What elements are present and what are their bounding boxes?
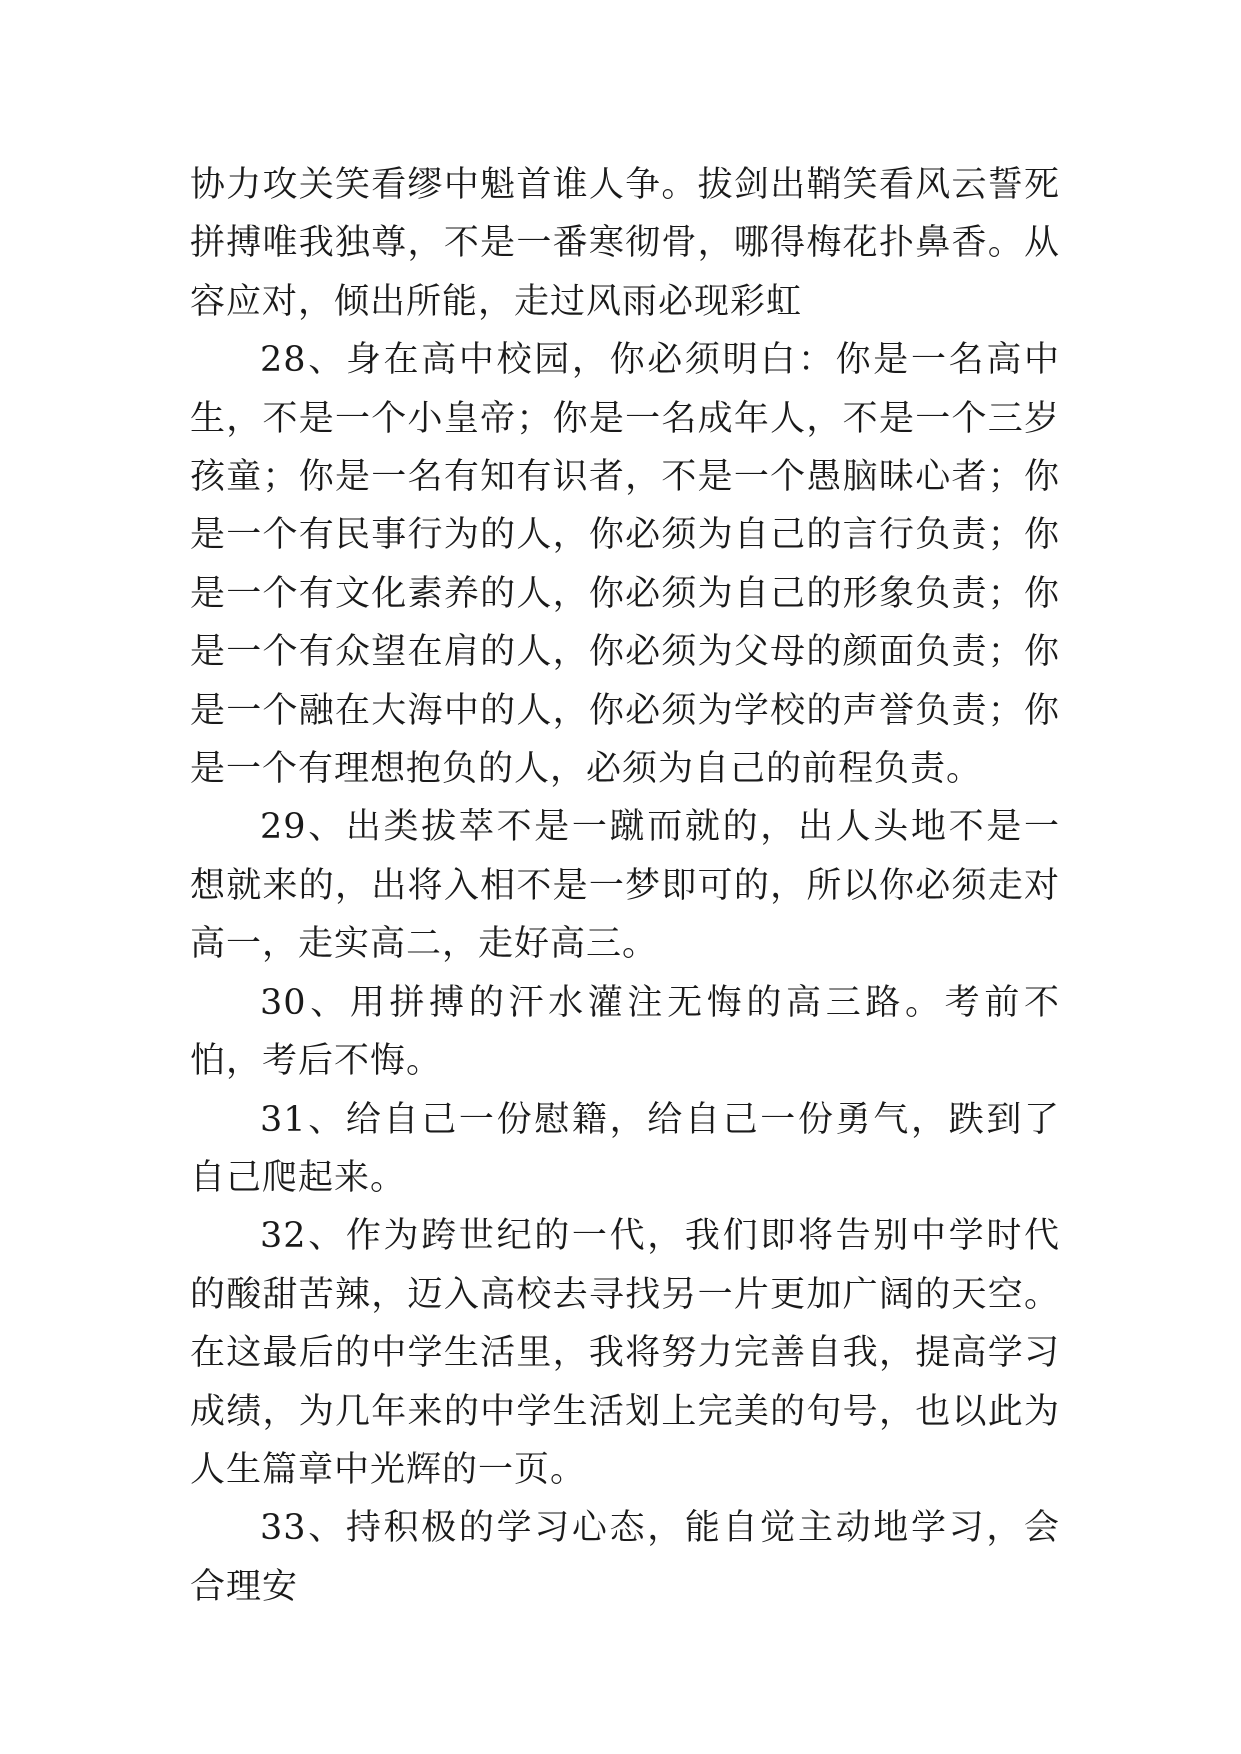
paragraph-32: 32、作为跨世纪的一代，我们即将告别中学时代的酸甜苦辣，迈入高校去寻找另一片更加广阔的天空。在这最后的中学生活里，我将努力完善自我，提高学习成绩，为几年来的中学生活划上完美的句号，也以此为人生篇章中光辉的一页。 xyxy=(190,1216,1060,1490)
paragraph-continued: 协力攻关笑看缪中魁首谁人争。拔剑出鞘笑看风云誓死拼搏唯我独尊，不是一番寒彻骨，哪得梅花扑鼻香。从容应对，倾出所能，走过风雨必现彩虹 xyxy=(190,165,1060,322)
paragraph-29: 29、出类拔萃不是一蹴而就的，出人头地不是一想就来的，出将入相不是一梦即可的，所以你必须走对高一，走实高二，走好高三。 xyxy=(190,807,1060,965)
paragraph-28: 28、身在高中校园，你必须明白：你是一名高中生，不是一个小皇帝；你是一名成年人，不是一个三岁孩童；你是一名有知有识者，不是一个愚脑昧心者；你是一个有民事行为的人，你必须为自己的言行负责；你是一个有文化素养的人，你必须为自己的形象负责；你是一个有众望在肩的人，你必须为父母的颜面负责；你是一个融在大海中的人，你必须为学校的声誉负责；你是一个有理想抱负的人，必须为自己的前程负责。 xyxy=(190,340,1060,790)
paragraph-33: 33、持积极的学习心态，能自觉主动地学习，会合理安 xyxy=(190,1508,1060,1607)
paragraph-30: 30、用拼搏的汗水灌注无悔的高三路。考前不怕，考后不悔。 xyxy=(190,982,1060,1082)
body-text xyxy=(190,156,1060,1616)
paragraph-31: 31、给自己一份慰籍，给自己一份勇气，跌到了自己爬起来。 xyxy=(190,1099,1060,1198)
